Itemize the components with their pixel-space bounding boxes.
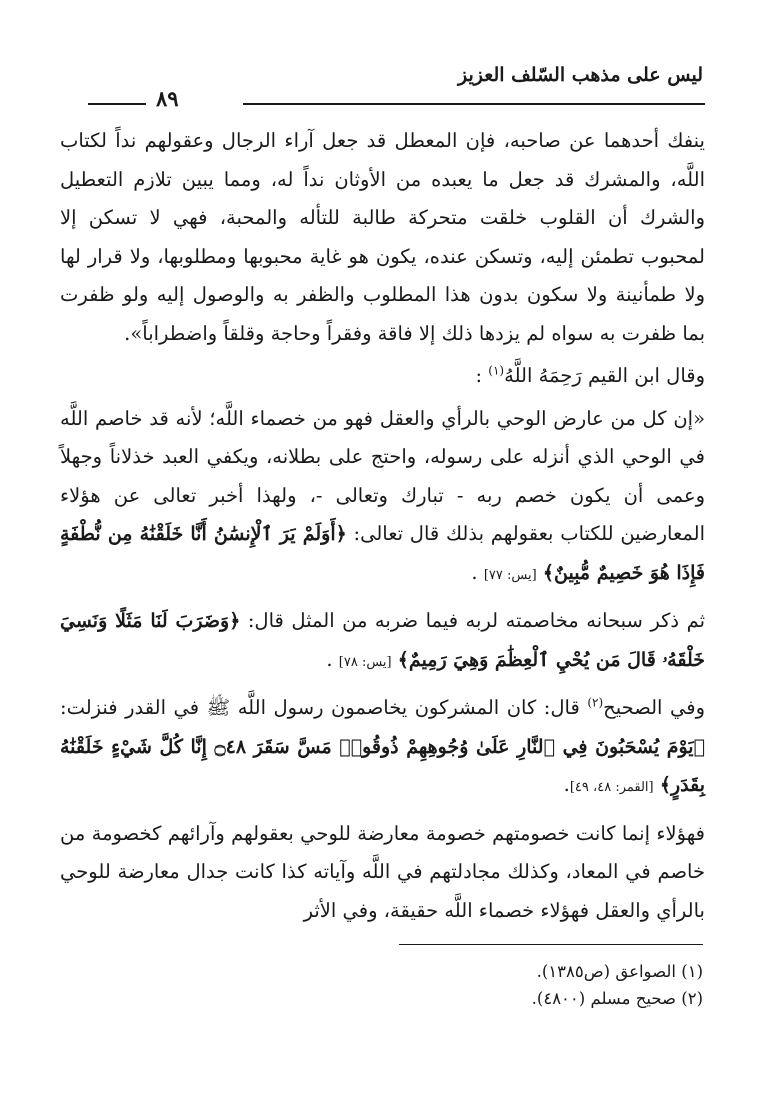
footnote-1: (١) الصواعق (ص١٣٨٥).: [536, 962, 703, 981]
header-rule-right: [243, 103, 705, 105]
paragraph-2: [60, 357, 705, 396]
verse-ref-2: [يس: ٧٨]: [338, 654, 392, 670]
footnote-ref-1[interactable]: (١): [488, 363, 505, 378]
paragraph-4-text: ثم ذكر سبحانه مخاصمته لربه فيما ضربه من المثل قال:: [247, 609, 705, 632]
paragraph-5-text-b: قال: كان المشركون يخاصمون رسول اللَّه ﷺ في القدر فنزلت:: [60, 696, 580, 719]
paragraph-5-end: .: [563, 773, 570, 796]
header-rule-left: [88, 103, 146, 105]
footnotes: [63, 958, 703, 1012]
footnote-ref-2[interactable]: (٢): [587, 695, 604, 710]
paragraph-2-text: وقال ابن القيم رَحِمَهُ اللَّهُ: [504, 364, 705, 387]
paragraph-3-text: «إن كل من عارض الوحي بالرأي والعقل فهو من خصماء اللَّه؛ لأنه قد خاصم اللَّه في الوحي الذي أنزله على رسوله، واحتج على بطلانه، ويكفي العبد خذلاناً وجهلاً وعمى أن يكون خصم ربه - تبارك وتعالى -، ولهذا أخبر تعالى عن هؤلاء المعارضين للكتاب بعقولهم بذلك قال تعالى:: [60, 406, 706, 545]
paragraph-6: فهؤلاء إنما كانت خصومتهم خصومة معارضة للوحي بعقولهم وآرائهم كخصومة من خاصم في المعاد، وكذلك مجادلتهم في اللَّه وآياته كذا كانت جدال معارضة للوحي بالرأي والعقل فهؤلاء خصماء اللَّه حقيقة، وفي الأثر: [60, 821, 705, 922]
paragraph-3: [60, 400, 705, 596]
paragraph-5-text-a: وفي الصحيح: [603, 696, 705, 719]
quran-verse-2: ﴿وَضَرَبَ لَنَا مَثَلًا وَنَسِيَ خَلْقَهُۥ قَالَ مَن يُحْيِ ٱلْعِظَٰمَ وَهِيَ رَمِيمٌ﴾: [60, 610, 705, 671]
paragraph-3-end: .: [471, 560, 478, 584]
quran-verse-3: ﴿يَوْمَ يُسْحَبُونَ فِي ٱلنَّارِ عَلَىٰ وُجُوهِهِمْ ذُوقُوا۟ مَسَّ سَقَرَ ۝٤٨ إِنَّا كُلَّ شَيْءٍ خَلَقْنَٰهُ بِقَدَرٍ﴾: [60, 735, 705, 796]
page-number: ٨٩: [156, 86, 179, 111]
footnote-2: (٢) صحيح مسلم (٤٨٠٠).: [531, 989, 703, 1008]
body-text: [60, 122, 705, 937]
paragraph-4: [60, 602, 705, 682]
paragraph-4-end: .: [326, 647, 333, 671]
verse-ref-1: [يس: ٧٧]: [483, 567, 537, 583]
footnote-separator: [399, 944, 703, 945]
paragraph-5: [60, 689, 705, 808]
verse-ref-3: [القمر: ٤٨، ٤٩]: [569, 780, 654, 795]
quran-verse-1: ﴿أَوَلَمْ يَرَ ٱلْإِنسَٰنُ أَنَّا خَلَقْنَٰهُ مِن نُّطْفَةٍ فَإِذَا هُوَ خَصِيمٌ مُّبِينٌ﴾: [60, 523, 705, 584]
paragraph-1: ينفك أحدهما عن صاحبه، فإن المعطل قد جعل آراء الرجال وعقولهم نداً لكتاب اللَّه، والمشرك قد جعل ما يعبده من الأوثان نداً له، ومما يبين تلازم التعطيل والشرك أن القلوب خلقت متحركة طالبة للتأله والمحبة، فهي لا تسكن إلا لمحبوب تطمئن إليه، وتسكن عنده، يكون هو غاية محبوبها ومطلوبها، ولا قرار لها ولا طمأنينة ولا سكون بدون هذا المطلوب والظفر به والوصول إليه ولو ظفرت بما ظفرت به سواه لم يزدها ذلك إلا فاقة وفقراً وحاجة وقلقاً واضطراباً».: [60, 129, 705, 345]
running-title: ليس على مذهب السّلف العزيز: [458, 64, 703, 86]
paragraph-2-end: :: [475, 364, 483, 387]
